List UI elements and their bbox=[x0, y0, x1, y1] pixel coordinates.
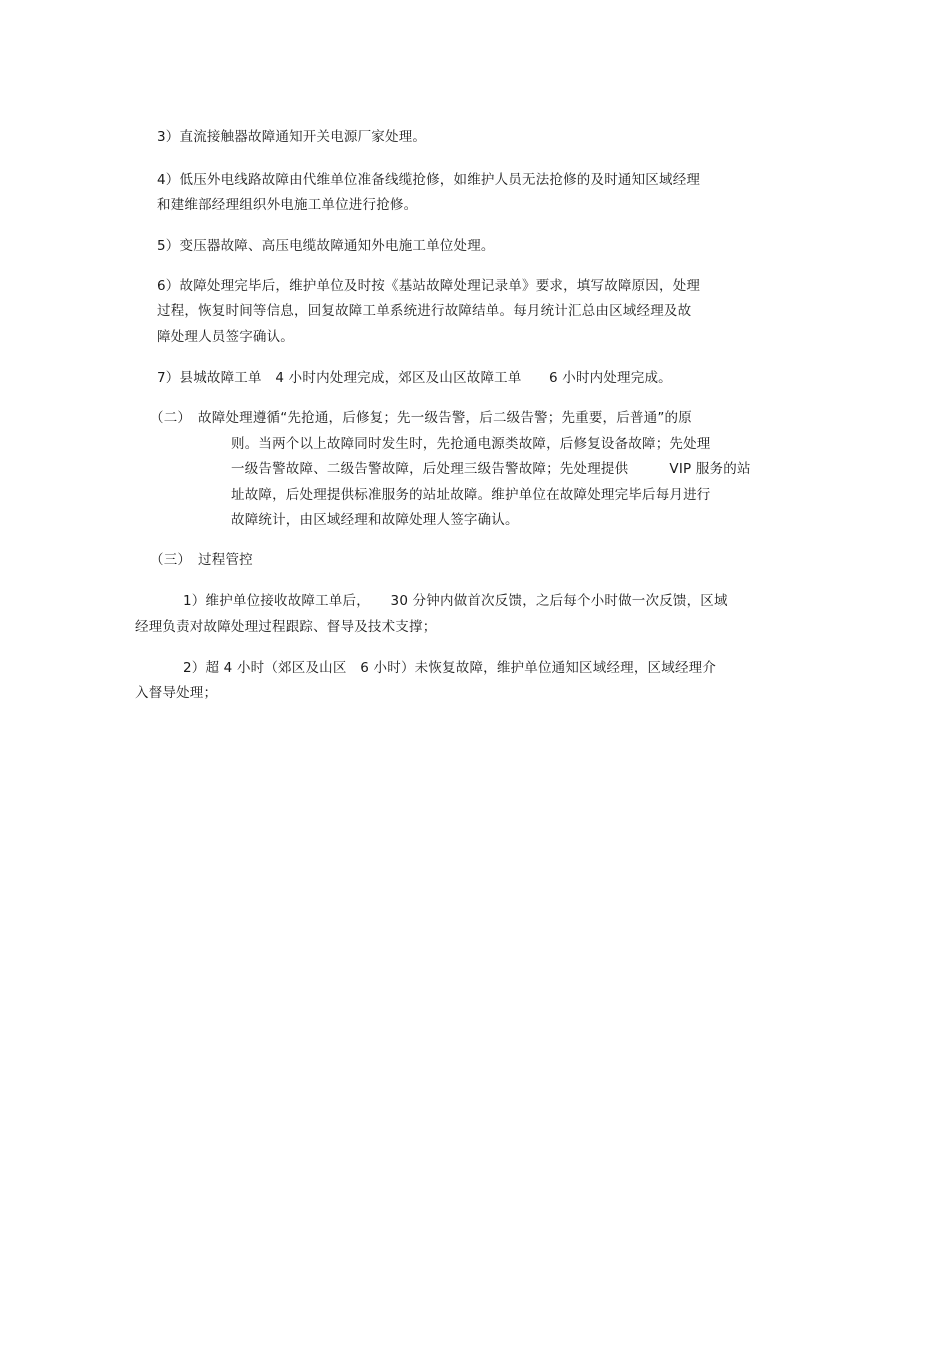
text-line: 经理负责对故障处理过程跟踪、督导及技术支撑； bbox=[135, 619, 437, 635]
text-line: 址故障，后处理提供标准服务的站址故障。维护单位在故障处理完毕后每月进行 bbox=[231, 487, 711, 503]
text-line: 和建维部经理组织外电施工单位进行抢修。 bbox=[157, 197, 418, 213]
section-heading: （二） 故障处理遵循“先抢通，后修复；先一级告警，后二级告警；先重要，后普通”的原 bbox=[150, 410, 692, 426]
text-line: 1）维护单位接收故障工单后， 30 分钟内做首次反馈，之后每个小时做一次反馈，区域 bbox=[183, 593, 728, 609]
text-line: 一级告警故障、二级告警故障，后处理三级告警故障；先处理提供 VIP 服务的站 bbox=[231, 461, 751, 477]
text-line: 7）县城故障工单 4 小时内处理完成，郊区及山区故障工单 6 小时内处理完成。 bbox=[157, 370, 672, 386]
text-line: 6）故障处理完毕后，维护单位及时按《基站故障处理记录单》要求，填写故障原因，处理 bbox=[157, 278, 701, 294]
text-line: 障处理人员签字确认。 bbox=[157, 329, 294, 345]
text-line: 故障统计，由区域经理和故障处理人签字确认。 bbox=[231, 512, 519, 528]
section-heading: （三） 过程管控 bbox=[150, 552, 253, 568]
text-line: 5）变压器故障、高压电缆故障通知外电施工单位处理。 bbox=[157, 238, 495, 254]
text-line: 3）直流接触器故障通知开关电源厂家处理。 bbox=[157, 129, 427, 145]
text-line: 4）低压外电线路故障由代维单位准备线缆抢修，如维护人员无法抢修的及时通知区域经理 bbox=[157, 172, 701, 188]
text-line: 过程，恢复时间等信息，回复故障工单系统进行故障结单。每月统计汇总由区域经理及故 bbox=[157, 303, 692, 319]
text-line: 入督导处理； bbox=[135, 685, 218, 701]
text-line: 则。当两个以上故障同时发生时，先抢通电源类故障，后修复设备故障；先处理 bbox=[231, 436, 711, 452]
text-line: 2）超 4 小时（郊区及山区 6 小时）未恢复故障，维护单位通知区域经理，区域经理介 bbox=[183, 660, 717, 676]
